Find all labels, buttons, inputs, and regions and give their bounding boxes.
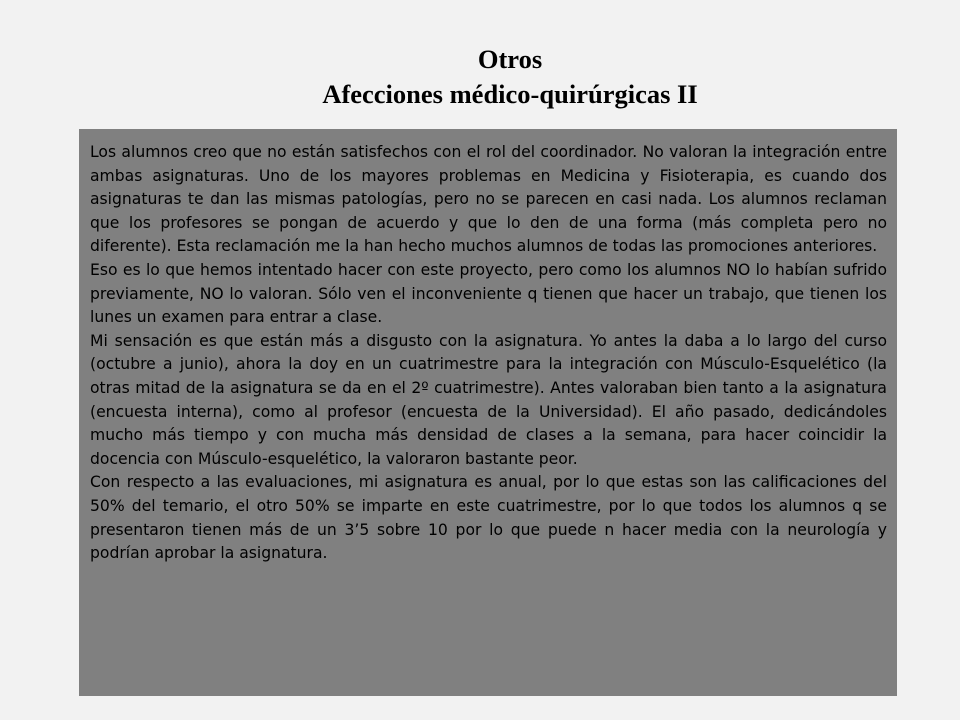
slide-title	[0, 42, 960, 112]
title-line-2: Afecciones médico-quirúrgicas II	[322, 79, 698, 109]
paragraph-2: Eso es lo que hemos intentado hacer con este proyecto, pero como los alumnos NO lo habían sufrido previamente, NO lo valoran. Sólo ven el inconveniente q tienen que hacer un trabajo, que tienen los lunes un examen para entrar a clase.	[90, 260, 887, 327]
comment-box	[79, 129, 897, 696]
paragraph-3: Mi sensación es que están más a disgusto con la asignatura. Yo antes la daba a lo largo del curso (octubre a junio), ahora la doy en un cuatrimestre para la integración con Músculo-Esquelético (la otras mitad de la asignatura se da en el 2º cuatrimestre). Antes valoraban bien tanto a la asignatura (encuesta interna), como al profesor (encuesta de la Universidad). El año pasado, dedicándoles mucho más tiempo y con mucha más densidad de clases a la semana, para hacer coincidir la docencia con Músculo-esquelético, la valoraron bastante peor.	[90, 331, 887, 468]
paragraph-4: Con respecto a las evaluaciones, mi asignatura es anual, por lo que estas son las calificaciones del 50% del temario, el otro 50% se imparte en este cuatrimestre, por lo que todos los alumnos q se presentaron tienen más de un 3’5 sobre 10 por lo que puede n hacer media con la neurología y podrían aprobar la asignatura.	[90, 473, 887, 563]
title-line-1: Otros	[477, 44, 543, 74]
paragraph-1: Los alumnos creo que no están satisfechos con el rol del coordinador. No valoran la integración entre ambas asignaturas. Uno de los mayores problemas en Medicina y Fisioterapia, es cuando dos asignaturas te dan las mismas patologías, pero no se parecen en casi nada. Los alumnos reclaman que los profesores se pongan de acuerdo y que lo den de una forma (más completa pero no diferente). Esta reclamación me la han hecho muchos alumnos de todas las promociones anteriores.	[90, 143, 887, 256]
